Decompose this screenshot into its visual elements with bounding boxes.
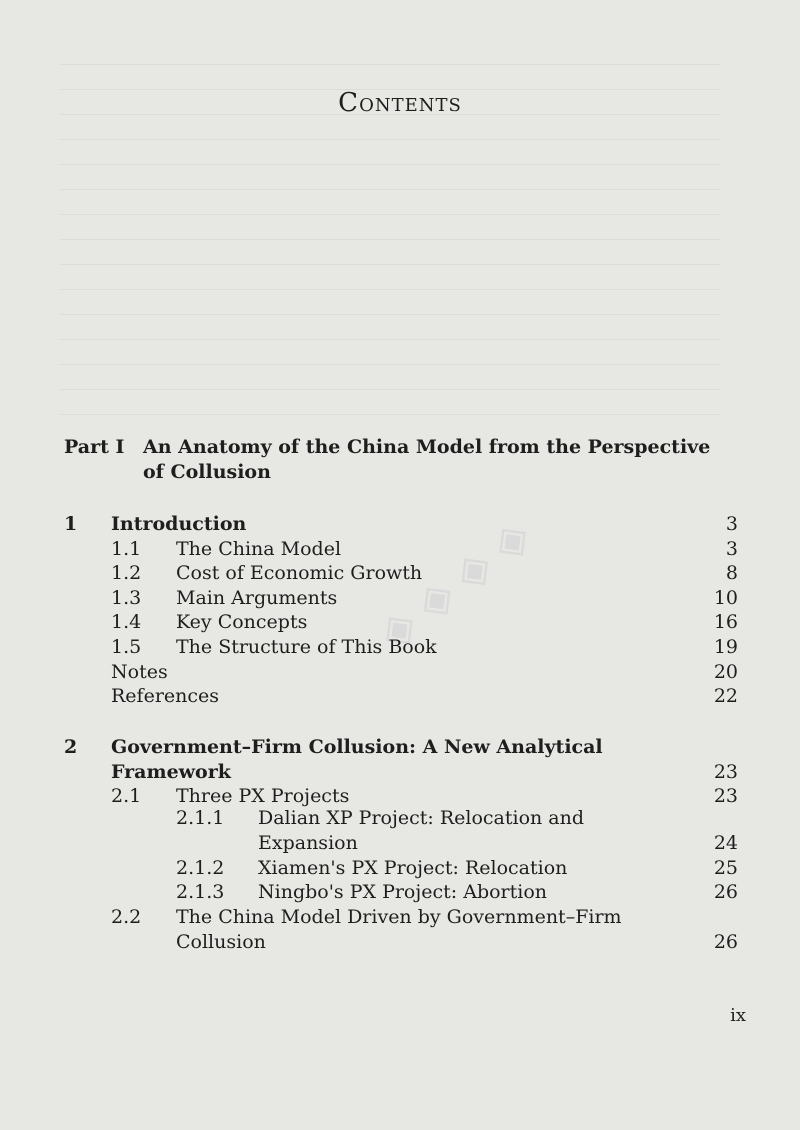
subsection-page: 25 bbox=[713, 857, 738, 879]
chapter-2-title-line2: Framework bbox=[111, 761, 231, 783]
subsection-number: 2.1.3 bbox=[176, 881, 225, 903]
section-number: 1.5 bbox=[111, 636, 142, 658]
section-title: The Structure of This Book bbox=[176, 636, 437, 658]
notes-page: 20 bbox=[713, 661, 738, 683]
section-page: 26 bbox=[713, 931, 738, 953]
part-title-line2: of Collusion bbox=[143, 461, 271, 483]
section-number: 1.1 bbox=[111, 538, 142, 560]
chapter-2-number: 2 bbox=[64, 736, 78, 758]
section-page: 23 bbox=[713, 785, 738, 807]
section-page: 10 bbox=[713, 587, 738, 609]
subsection-number: 2.1.1 bbox=[176, 807, 225, 829]
section-page: 3 bbox=[725, 538, 738, 560]
page-title: Contents bbox=[338, 88, 462, 118]
section-title-line2: Collusion bbox=[176, 931, 266, 953]
subsection-title: Ningbo's PX Project: Abortion bbox=[258, 881, 548, 903]
section-title: Main Arguments bbox=[176, 587, 338, 609]
subsection-page: 24 bbox=[713, 832, 738, 854]
chapter-2-title-line1: Government–Firm Collusion: A New Analytical bbox=[111, 736, 603, 758]
references-label: References bbox=[111, 685, 220, 707]
chapter-1-number: 1 bbox=[64, 513, 78, 535]
chapter-2-page: 23 bbox=[713, 761, 738, 783]
section-number: 1.3 bbox=[111, 587, 142, 609]
notes-label: Notes bbox=[111, 661, 168, 683]
subsection-page: 26 bbox=[713, 881, 738, 903]
subsection-title-line1: Dalian XP Project: Relocation and bbox=[258, 807, 585, 829]
section-page: 16 bbox=[713, 611, 738, 633]
subsection-number: 2.1.2 bbox=[176, 857, 225, 879]
subsection-title: Xiamen's PX Project: Relocation bbox=[258, 857, 568, 879]
section-page: 8 bbox=[725, 562, 738, 584]
page-number: ix bbox=[730, 1005, 746, 1026]
chapter-1-page: 3 bbox=[725, 513, 738, 535]
section-title: Key Concepts bbox=[176, 611, 308, 633]
subsection-title-line2: Expansion bbox=[258, 832, 358, 854]
chapter-1-title: Introduction bbox=[111, 513, 247, 535]
section-number: 1.2 bbox=[111, 562, 142, 584]
section-number: 2.2 bbox=[111, 906, 142, 928]
part-label: Part I bbox=[64, 436, 125, 458]
watermark-graphic: ◈ ◈ ◈ ◈ bbox=[368, 509, 540, 659]
section-page: 19 bbox=[713, 636, 738, 658]
section-title-line1: The China Model Driven by Government–Firm bbox=[176, 906, 622, 928]
section-title: The China Model bbox=[176, 538, 342, 560]
references-page: 22 bbox=[713, 685, 738, 707]
section-number: 1.4 bbox=[111, 611, 142, 633]
section-title: Cost of Economic Growth bbox=[176, 562, 423, 584]
section-title: Three PX Projects bbox=[176, 785, 350, 807]
section-number: 2.1 bbox=[111, 785, 142, 807]
part-title-line1: An Anatomy of the China Model from the Perspective bbox=[143, 436, 711, 458]
